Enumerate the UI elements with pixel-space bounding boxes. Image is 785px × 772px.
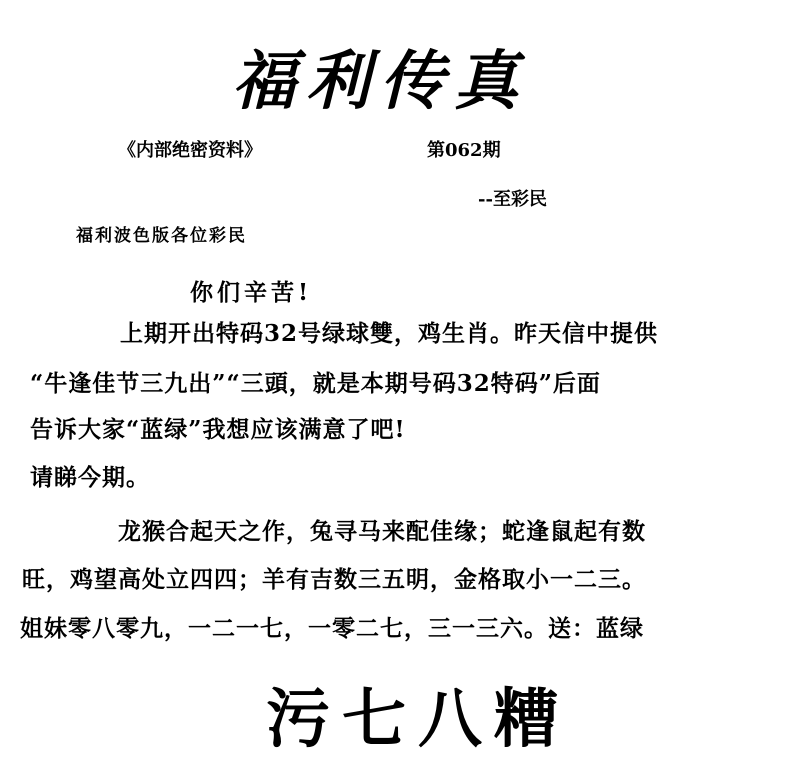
paragraph-line-4: 请睇今期。 <box>30 464 150 491</box>
poem-line-2: 旺，鸡望高处立四四；羊有吉数三五明，金格取小一二三。 <box>22 566 646 593</box>
paragraph-line-2: “牛逢佳节三九出”“三頭，就是本期号码32特码”后面 <box>30 370 601 397</box>
poem-line-1: 龙猴合起天之作，兔寻马来配佳缘；蛇逢鼠起有数 <box>118 518 646 545</box>
paragraph-line-1: 上期开出特码32号绿球雙，鸡生肖。昨天信中提供 <box>120 320 659 347</box>
footer-title: 污七八糟 <box>266 682 570 757</box>
author-signature: --至彩民 <box>478 189 547 210</box>
issue-number: 第062期 <box>427 140 501 161</box>
greeting-recipients: 福利波色版各位彩民 <box>76 226 247 246</box>
poem-line-3: 姐妹零八零九，一二一七，一零二七，三一三六。送：蓝绿 <box>20 615 644 642</box>
document-title: 福利传真 <box>232 44 528 119</box>
paragraph-line-3: 告诉大家“蓝绿”我想应该满意了吧! <box>30 416 406 443</box>
greeting-line: 你们辛苦! <box>190 279 313 306</box>
source-label: 《内部绝密资料》 <box>118 140 262 161</box>
